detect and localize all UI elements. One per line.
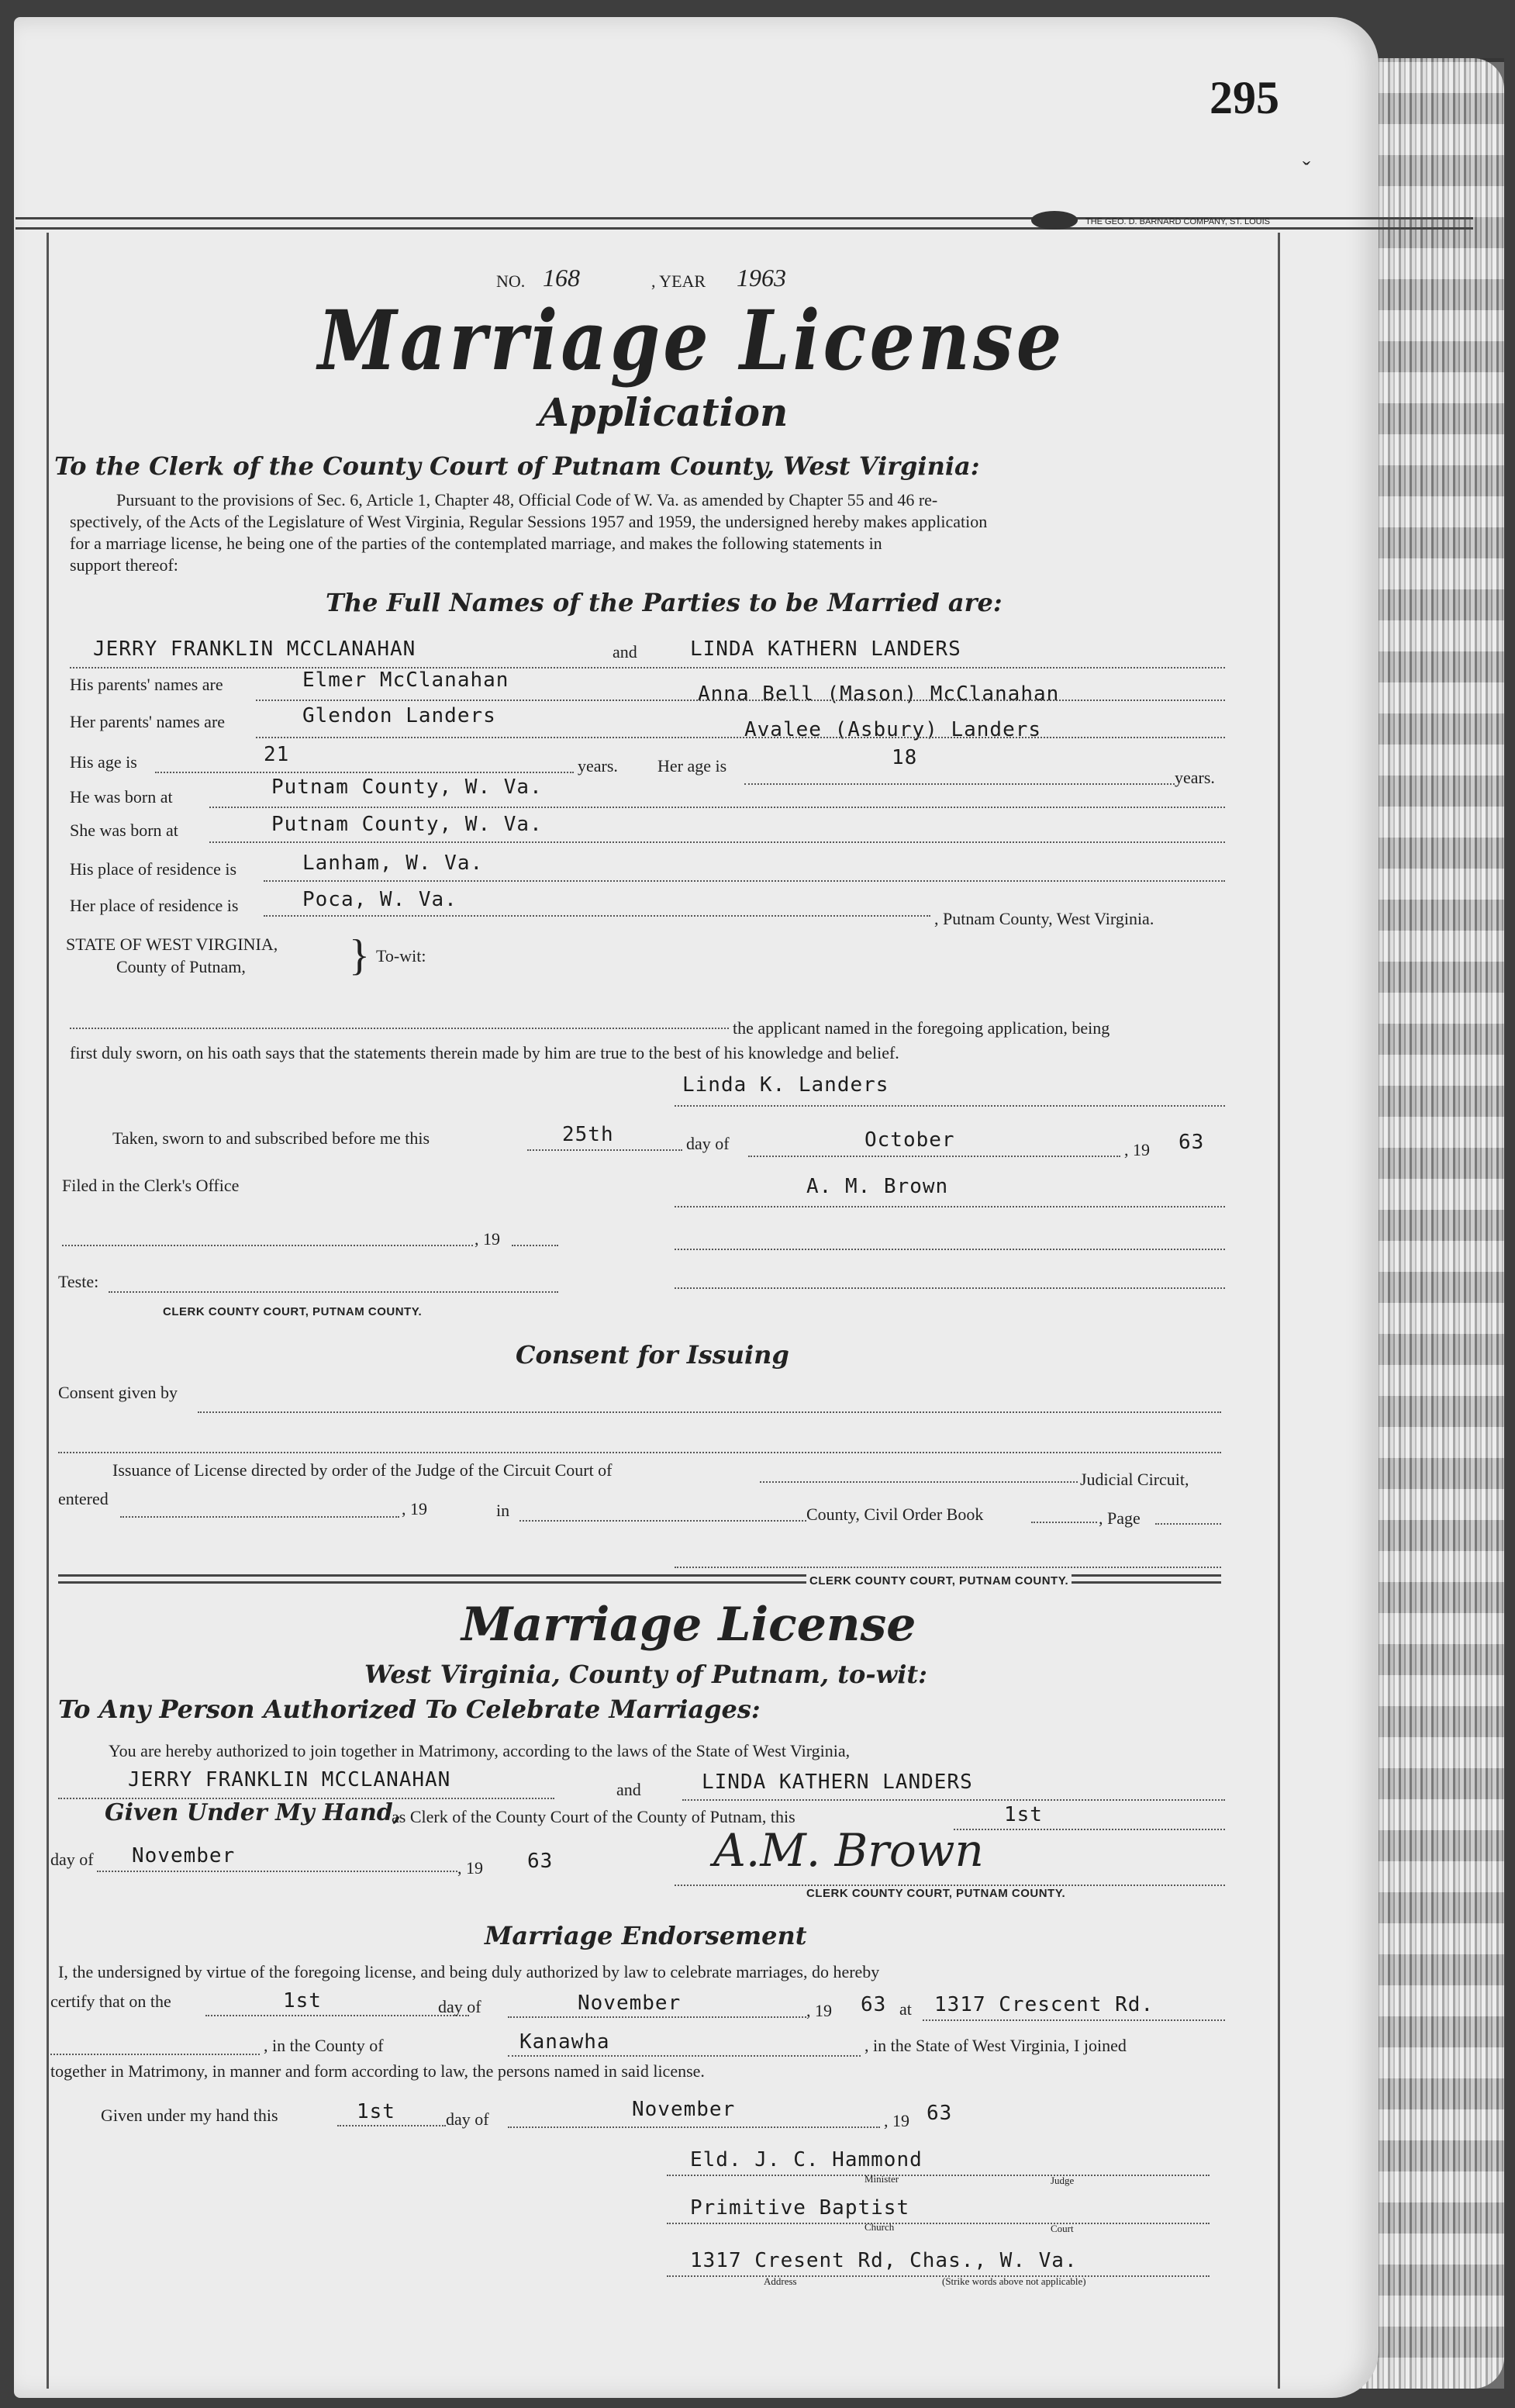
her-residence-line: [264, 915, 930, 917]
to-wit-label: To-wit:: [376, 946, 426, 966]
to-any-person-heading: To Any Person Authorized To Celebrate Marriages:: [58, 1695, 761, 1724]
teste-label: Teste:: [58, 1272, 99, 1291]
clerk-caption-1: CLERK COUNTY COURT, PUTNAM COUNTY.: [163, 1305, 423, 1318]
his-age: 21: [264, 743, 290, 766]
clerk-signature-app: A. M. Brown: [806, 1175, 949, 1198]
applicant-name-line: [70, 1028, 729, 1029]
clerk-caption-3: CLERK COUNTY COURT, PUTNAM COUNTY.: [806, 1887, 1066, 1900]
sworn-year: 63: [1179, 1131, 1205, 1154]
his-parents-line: [256, 700, 1225, 701]
filed-nineteen: , 19: [475, 1229, 500, 1249]
her-residence-label: Her place of residence is: [70, 896, 239, 915]
and-label: and: [613, 642, 637, 662]
endorsement-line-1: I, the undersigned by virtue of the foregoing license, and being duly authorized by law to celebrate marriages, do hereby: [58, 1962, 880, 1981]
applicant-signature-line: [675, 1105, 1225, 1107]
license-year: 63: [527, 1850, 554, 1873]
consent-heading: Consent for Issuing: [516, 1340, 789, 1370]
names-line: [70, 667, 1225, 669]
clerk-caption-2: CLERK COUNTY COURT, PUTNAM COUNTY.: [806, 1574, 1072, 1587]
license-groom: JERRY FRANKLIN MCCLANAHAN: [128, 1768, 451, 1791]
her-mother: Avalee (Asbury) Landers: [744, 718, 1042, 741]
printer-imprint: THE GEO. D. BARNARD COMPANY, ST. LOUIS: [1085, 217, 1270, 226]
filed-date-line: [62, 1245, 473, 1246]
certify-label: certify that on the: [50, 1992, 171, 2011]
his-residence-line: [264, 880, 1225, 882]
her-parents-label: Her parents' names are: [70, 712, 226, 731]
license-state-county: West Virginia, County of Putnam, to-wit:: [364, 1660, 927, 1689]
page-line: [1155, 1523, 1221, 1525]
intro-line-3: for a marriage license, he being one of the parties of the contemplated marriage, and makes the following statements in: [70, 534, 882, 553]
license-month-line: [97, 1871, 457, 1872]
endorse-nineteen: , 19: [806, 2001, 832, 2020]
application-subtitle: Application: [539, 389, 789, 435]
address-caption: Address: [764, 2275, 797, 2287]
clerk-signature: A.M. Brown: [713, 1824, 984, 1877]
full-names-heading: The Full Names of the Parties to be Married are:: [326, 588, 1003, 617]
book-line: [1031, 1522, 1097, 1523]
oath-line-2: first duly sworn, on his oath says that the statements therein made by him are true to the best of his knowledge and belief.: [70, 1043, 899, 1062]
intro-line-1: Pursuant to the provisions of Sec. 6, Article 1, Chapter 48, Official Code of W. Va. as amended by Chapter 55 and 46 re-: [116, 490, 938, 510]
sworn-label: Taken, sworn to and subscribed before me this: [112, 1128, 430, 1148]
page-title: Marriage License: [318, 292, 1065, 389]
oath-line-1: the applicant named in the foregoing application, being: [733, 1018, 1110, 1038]
clerk-sign-line: [675, 1885, 1225, 1886]
her-age-line: [744, 783, 1175, 785]
given-month-line: [508, 2126, 880, 2128]
officiant-address-line: [667, 2275, 1210, 2277]
in-label: in: [496, 1501, 510, 1520]
consent-line-2: [58, 1452, 1221, 1453]
endorse-address-line: [923, 2019, 1225, 2021]
county-label: County of Putnam,: [116, 957, 246, 976]
consent-given-line: [198, 1411, 1221, 1413]
her-parents-line: [256, 737, 1225, 738]
endorse-state-joined: , in the State of West Virginia, I joined: [864, 2036, 1127, 2055]
church-caption: Church: [864, 2221, 895, 2233]
license-and: and: [616, 1780, 641, 1799]
endorse-place-line: [50, 2054, 260, 2055]
license-day-line: [954, 1829, 1225, 1830]
filed-label: Filed in the Clerk's Office: [62, 1176, 240, 1195]
strike-note: (Strike words above not applicable): [942, 2275, 1086, 2287]
her-father: Glendon Landers: [302, 704, 496, 727]
license-day-of: day of: [50, 1850, 94, 1869]
given-day: 1st: [357, 2100, 395, 2123]
day-of-label: day of: [686, 1134, 730, 1153]
consent-given-label: Consent given by: [58, 1383, 178, 1402]
license-bride-line: [682, 1799, 1225, 1801]
endorse-day-of: day of: [438, 1997, 481, 2016]
bride-name: LINDA KATHERN LANDERS: [690, 637, 961, 661]
entered-date-line: [120, 1516, 399, 1518]
his-parents-label: His parents' names are: [70, 675, 223, 694]
she-born-label: She was born at: [70, 821, 178, 840]
endorsement-heading: Marriage Endorsement: [485, 1921, 807, 1950]
given-rest-text: as Clerk of the County Court of the County of Putnam, this: [392, 1807, 795, 1826]
her-residence: Poca, W. Va.: [302, 888, 457, 911]
his-residence-label: His place of residence is: [70, 859, 237, 879]
he-born-line: [209, 807, 1225, 808]
county-suffix: , Putnam County, West Virginia.: [934, 909, 1154, 928]
entered-label: entered: [58, 1489, 109, 1508]
sworn-nineteen: , 19: [1124, 1140, 1150, 1159]
he-born-label: He was born at: [70, 787, 173, 807]
license-nineteen: , 19: [457, 1858, 483, 1878]
left-border: [47, 233, 49, 2389]
check-mark-icon: ˬ: [1303, 140, 1310, 165]
intro-line-2: spectively, of the Acts of the Legislature of West Virginia, Regular Sessions 1957 and 1959, the undersigned hereby makes application: [70, 512, 988, 531]
state-label: STATE OF WEST VIRGINIA,: [66, 935, 278, 954]
county-name-line: [519, 1520, 806, 1522]
judicial-circuit-label: Judicial Circuit,: [1080, 1470, 1189, 1489]
minister-caption: Minister: [864, 2173, 899, 2185]
sworn-month: October: [864, 1128, 955, 1152]
given-nineteen: , 19: [884, 2111, 909, 2130]
endorse-day-line: [205, 2015, 469, 2016]
given-day-line: [337, 2125, 446, 2126]
endorse-month-line: [508, 2016, 806, 2018]
his-age-line: [155, 772, 574, 773]
endorse-in-county: , in the County of: [264, 2036, 384, 2055]
to-clerk-heading: To the Clerk of the County Court of Putnam County, West Virginia:: [54, 451, 980, 481]
issuance-label: Issuance of License directed by order of the Judge of the Circuit Court of: [112, 1460, 613, 1480]
page-label: , Page: [1099, 1508, 1141, 1528]
license-month: November: [132, 1844, 236, 1867]
judge-caption: Judge: [1051, 2175, 1075, 2186]
filed-year-line: [512, 1245, 558, 1246]
given-month: November: [632, 2098, 736, 2121]
license-bride: LINDA KATHERN LANDERS: [702, 1771, 973, 1794]
given-under-label: Given under my hand this: [101, 2106, 278, 2125]
entered-nineteen: , 19: [402, 1499, 427, 1518]
given-under-hand: Given Under My Hand,: [105, 1799, 402, 1826]
sworn-month-line: [748, 1156, 1120, 1157]
year-label: , YEAR: [651, 271, 706, 291]
she-born-place: Putnam County, W. Va.: [271, 813, 543, 836]
intro-line-4: support thereof:: [70, 555, 178, 575]
right-border: [1278, 233, 1280, 2389]
endorse-at: at: [899, 1999, 912, 2019]
endorse-year: 63: [861, 1993, 887, 2016]
applicant-signature: Linda K. Landers: [682, 1073, 889, 1097]
endorse-together: together in Matrimony, in manner and form according to law, the persons named in said license.: [50, 2061, 705, 2081]
he-born-place: Putnam County, W. Va.: [271, 776, 543, 799]
given-day-of: day of: [446, 2109, 489, 2129]
printer-seal-icon: [1031, 211, 1078, 230]
she-born-line: [209, 841, 1225, 843]
sworn-day-line: [527, 1149, 682, 1151]
page-number: 295: [1210, 72, 1279, 123]
his-mother: Anna Bell (Mason) McClanahan: [698, 682, 1060, 706]
county-book-label: County, Civil Order Book: [806, 1505, 984, 1524]
license-day: 1st: [1004, 1803, 1043, 1826]
officiant-line: [667, 2175, 1210, 2176]
license-number-label: NO.: [496, 271, 526, 291]
teste-line: [109, 1291, 558, 1293]
years-label-2: years.: [1175, 768, 1215, 787]
endorse-month: November: [578, 1992, 682, 2015]
blank-line-right-2: [675, 1287, 1225, 1289]
license-number: 168: [543, 264, 580, 292]
church-name: Primitive Baptist: [690, 2196, 910, 2220]
clerk-consent-line: [675, 1567, 1221, 1568]
circuit-court-line: [760, 1481, 1078, 1483]
her-age-label: Her age is: [657, 756, 727, 776]
given-year: 63: [927, 2102, 953, 2125]
authorized-text: You are hereby authorized to join together in Matrimony, according to the laws of the State of West Virginia,: [109, 1741, 851, 1760]
court-caption: Court: [1051, 2223, 1074, 2234]
church-line: [667, 2223, 1210, 2224]
year-value: 1963: [737, 264, 786, 292]
her-age: 18: [892, 746, 918, 769]
endorse-address: 1317 Crescent Rd.: [934, 1993, 1154, 2016]
groom-name: JERRY FRANKLIN MCCLANAHAN: [93, 637, 416, 661]
officiant-address: 1317 Cresent Rd, Chas., W. Va.: [690, 2249, 1078, 2272]
officiant-name: Eld. J. C. Hammond: [690, 2148, 923, 2171]
clerk-signature-line: [675, 1206, 1225, 1207]
brace-icon: }: [349, 931, 370, 979]
license-title: Marriage License: [461, 1598, 916, 1652]
his-father: Elmer McClanahan: [302, 669, 509, 692]
endorse-county: Kanawha: [519, 2030, 610, 2054]
endorse-county-line: [508, 2055, 861, 2057]
his-age-label: His age is: [70, 752, 137, 772]
endorse-day: 1st: [283, 1989, 322, 2012]
sworn-day: 25th: [562, 1123, 614, 1146]
his-residence: Lanham, W. Va.: [302, 852, 484, 875]
blank-line-right: [675, 1249, 1225, 1250]
years-label-1: years.: [578, 756, 618, 776]
